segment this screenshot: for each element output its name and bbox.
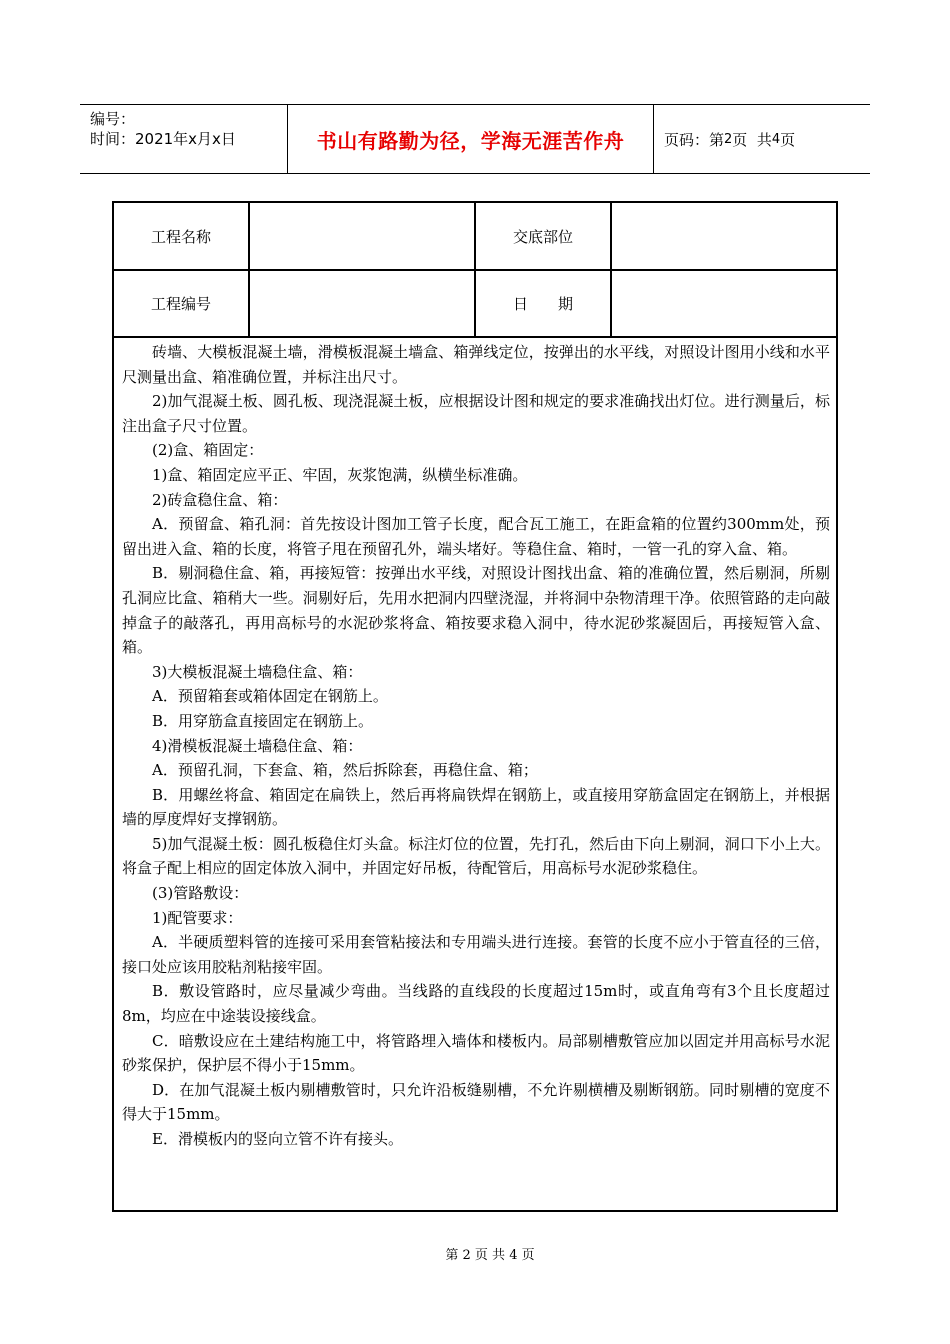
project-name-label: 工程名称 [150,227,211,246]
number-label: 编号： [90,110,136,128]
paragraph: E．滑模板内的竖向立管不许有接头。 [152,1130,403,1148]
paragraph: A．预留箱套或箱体固定在钢筋上。 [152,687,388,706]
date-value [612,271,834,336]
page-suffix: 页 [780,130,796,149]
paragraph: D．在加气混凝土板内剔槽敷管时，只允许沿板缝剔槽，不允许剔横槽及剔断钢筋。同时剔槽的宽度不得大于15mm。 [122,1080,830,1124]
page-total: 4 [771,131,781,147]
project-name-value [250,203,474,269]
paragraph: 5)加气混凝土板：圆孔板稳住灯头盒。标注灯位的位置，先打孔，然后由下向上剔洞，洞口下小上大。将盒子配上相应的固定体放入洞中，并固定好吊板，待配管后，用高标号水泥砂浆稳住。 [122,834,830,878]
header-slogan: 书山有路勤为径，学海无涯苦作舟 [316,128,625,153]
page-current: 2 [724,131,733,147]
paragraph: B．用穿筋盒直接固定在钢筋上。 [152,711,374,730]
page-prefix: 页码：第 [664,130,725,149]
paragraph: B．用螺丝将盒、箱固定在扁铁上，然后再将扁铁焊在钢筋上，或直接用穿筋盒固定在钢筋上，并根据墙的厚度焊好支撑钢筋。 [122,785,830,829]
paragraph: 3)大模板混凝土墙稳住盒、箱： [152,662,363,681]
handover-content [122,340,830,1152]
project-no-label: 工程编号 [150,295,211,313]
project-no-value [250,271,474,336]
paragraph: 1)盒、箱固定应平正、牢固，灰浆饱满，纵横坐标准确。 [152,465,528,484]
paragraph: B．剔洞稳住盒、箱，再接短管：按弹出水平线，对照设计图找出盒、箱的准确位置，然后剔洞，所剔孔洞应比盒、箱稍大一些。洞剔好后，先用水把洞内四壁浇湿，并将洞中杂物清理干净。依照管路的走向敲掉盒子的敲落孔，再用高标号的水泥砂浆将盒、箱按要求稳入洞中，待水泥砂浆凝固后，再接短管入盒、箱。 [122,564,830,657]
page-footer: 第 2 页 共 4 页 [445,1248,535,1263]
header-divider [653,105,654,173]
paragraph: 2)砖盒稳住盒、箱： [152,490,288,509]
paragraph: (2)盒、箱固定： [152,441,264,460]
paragraph: (3)管路敷设： [152,884,249,903]
paragraph: C．暗敷设应在土建结构施工中，将管路埋入墙体和楼板内。局部剔槽敷管应加以固定并用高标号水泥砂浆保护，保护层不得小于15mm。 [122,1031,830,1075]
paragraph: B．敷设管路时，应尽量减少弯曲。当线路的直线段的长度超过15m时，或直角弯有3个且长度超过8m，均应在中途装设接线盒。 [122,982,830,1026]
handover-table [112,201,838,1212]
handover-part-value [612,203,834,269]
time-label: 时间：2021年x月x日 [90,130,236,148]
paragraph: 1)配管要求： [152,908,243,927]
page-middle: 页 共 [732,130,772,149]
paragraph: 砖墙、大模板混凝土墙，滑模板混凝土墙盒、箱弹线定位，按弹出的水平线，对照设计图用小线和水平尺测量出盒、箱准确位置，并标注出尺寸。 [122,343,830,386]
paragraph: 2)加气混凝土板、圆孔板、现浇混凝土板，应根据设计图和规定的要求准确找出灯位。进行测量后，标注出盒子尺寸位置。 [122,392,830,435]
paragraph: A．半硬质塑料管的连接可采用套管粘接法和专用端头进行连接。套管的长度不应小于管直径的三倍，接口处应该用胶粘剂粘接牢固。 [122,933,830,976]
page-header [80,104,870,174]
header-page-number [664,105,795,173]
header-meta [90,109,236,149]
date-label: 日 期 [512,295,573,313]
paragraph: 4)滑模板混凝土墙稳住盒、箱： [152,736,363,755]
paragraph: A．预留盒、箱孔洞：首先按设计图加工管子长度，配合瓦工施工，在距盒箱的位置约300mm处，预留出进入盒、箱的长度，将管子甩在预留孔外，端头堵好。等稳住盒、箱时，一管一孔的穿入盒、箱。 [122,515,830,558]
handover-part-label: 交底部位 [512,227,573,246]
paragraph: A．预留孔洞，下套盒、箱，然后拆除套，再稳住盒、箱； [152,761,538,780]
